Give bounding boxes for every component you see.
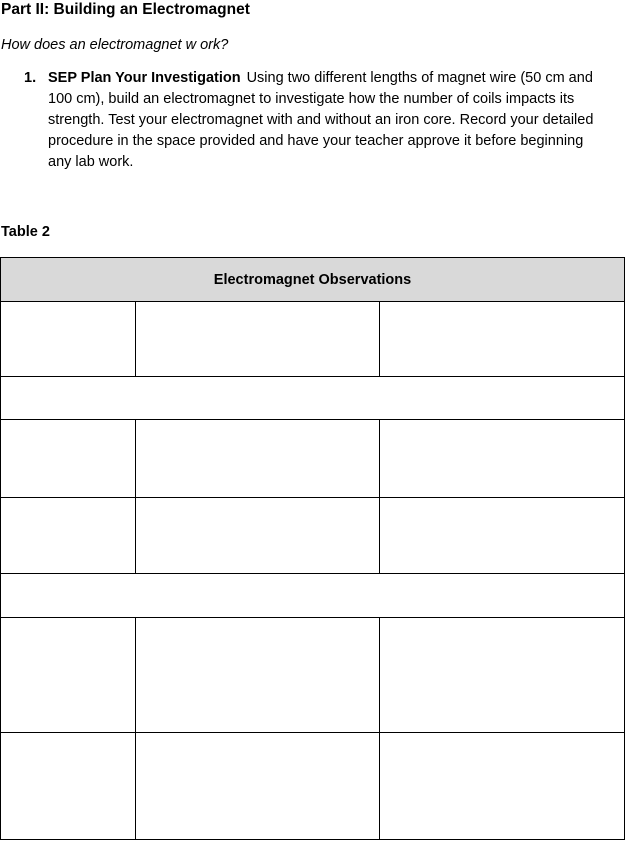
table-row bbox=[1, 302, 625, 377]
table-cell[interactable] bbox=[1, 618, 136, 733]
table-row bbox=[1, 498, 625, 574]
table-cell[interactable] bbox=[1, 498, 136, 574]
table-cell[interactable] bbox=[1, 733, 136, 840]
table-label: Table 2 bbox=[1, 224, 50, 240]
item-text: Using two different lengths of magnet wire (50 cm and 100 cm), build an electromagnet to investigate how the number of coils impacts its strength. Test your electromagnet with and without an iron core. Record your detailed procedure in the space provided and have your teacher approve it before beginning any lab work. bbox=[48, 70, 594, 170]
table-cell[interactable] bbox=[136, 733, 380, 840]
table-row bbox=[1, 733, 625, 840]
item-heading: SEP Plan Your Investigation bbox=[48, 70, 241, 86]
table-cell[interactable] bbox=[136, 302, 380, 377]
table-cell[interactable] bbox=[1, 377, 625, 420]
table-row bbox=[1, 420, 625, 498]
observations-table bbox=[0, 257, 625, 840]
item-body bbox=[48, 68, 604, 173]
table-cell[interactable] bbox=[1, 574, 625, 618]
table-spanning-row bbox=[1, 574, 625, 618]
table-spanning-row bbox=[1, 377, 625, 420]
item-number: 1. bbox=[24, 70, 37, 86]
table-header: Electromagnet Observations bbox=[1, 258, 625, 302]
table-cell[interactable] bbox=[136, 498, 380, 574]
table-header-row bbox=[1, 258, 625, 302]
part-title: Part II: Building an Electromagnet bbox=[1, 1, 250, 18]
table-cell[interactable] bbox=[380, 302, 625, 377]
table-cell[interactable] bbox=[136, 618, 380, 733]
table-cell[interactable] bbox=[380, 498, 625, 574]
table-cell[interactable] bbox=[380, 733, 625, 840]
table-row bbox=[1, 618, 625, 733]
table-cell[interactable] bbox=[136, 420, 380, 498]
table-cell[interactable] bbox=[380, 618, 625, 733]
guiding-question: How does an electromagnet w ork? bbox=[1, 37, 229, 53]
table-cell[interactable] bbox=[1, 420, 136, 498]
table-cell[interactable] bbox=[1, 302, 136, 377]
table-cell[interactable] bbox=[380, 420, 625, 498]
instruction-item bbox=[24, 68, 604, 173]
